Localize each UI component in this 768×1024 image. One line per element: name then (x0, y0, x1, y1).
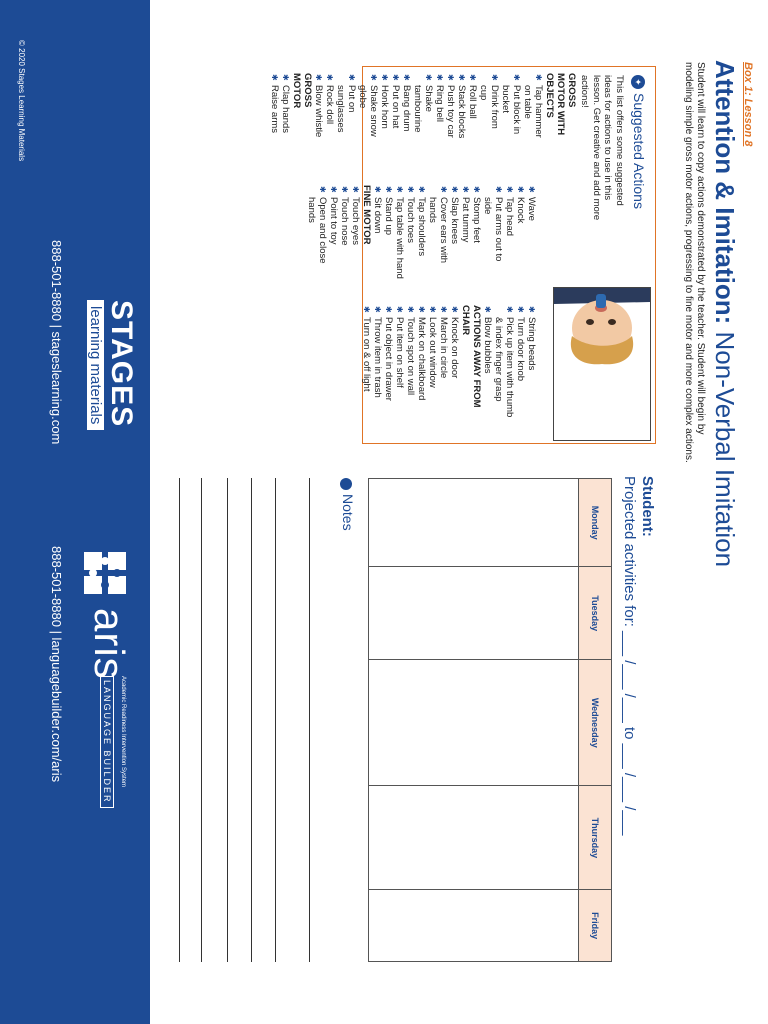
day-header: Friday (579, 890, 612, 962)
action-item: ✱ Touch nose (339, 185, 350, 281)
student-label: Student: (639, 476, 656, 537)
action-item: ✱ Stack blocks (456, 73, 467, 143)
action-item: ✱ Drink from cup (478, 73, 500, 143)
aris-tagline: Academic Readiness Intervention System (120, 676, 126, 788)
action-item: ✱ Tap table with hand (394, 185, 405, 281)
action-item: ✱ Stomp feet (471, 185, 482, 281)
action-item: ✱ Raise arms (269, 73, 280, 143)
action-item: ✱ Pat tummy (460, 185, 471, 281)
notes-icon (340, 478, 352, 490)
action-item: ✱ Turn on & off light (361, 305, 372, 425)
notes-line (251, 478, 252, 962)
day-cell[interactable] (369, 786, 579, 890)
action-item: ✱ Tap hammer on table (522, 73, 544, 143)
intro-text: Student will learn to copy actions demonstrated by the teacher. Student will begin by modeling simple gross motor actions, progressing to fine motor and more complex actions. (683, 62, 706, 463)
action-item: ✱ Roll ball (467, 73, 478, 143)
action-item: ✱ Touch toes (405, 185, 416, 281)
day-cell[interactable] (369, 479, 579, 567)
stages-logo-word: STAGES (105, 300, 138, 428)
day-header: Thursday (579, 786, 612, 890)
action-item: ✱ Pick up item with thumb & index finger grasp (493, 305, 515, 425)
action-item: ✱ Touch eyes (350, 185, 361, 281)
action-item: ✱ Ring bell (434, 73, 445, 143)
action-item: ✱ Knock on door (449, 305, 460, 425)
action-item: ✱ Mark on chalkboard (416, 305, 427, 425)
notes-line (227, 478, 228, 962)
column-heading: GROSS MOTOR WITH OBJECTS (544, 73, 577, 136)
notes-line (179, 478, 180, 962)
column-heading: FINE MOTOR (361, 185, 372, 245)
action-item: ✱ Rock doll (324, 73, 335, 143)
column-heading: GROSS MOTOR (291, 73, 313, 109)
child-photo-image (554, 288, 650, 440)
day-header: Monday (579, 479, 612, 567)
notes-line (275, 478, 276, 962)
action-item: ✱ Slap knees (449, 185, 460, 281)
actions-column-3 (361, 305, 537, 425)
suggested-actions-box (269, 66, 656, 444)
action-item: ✱ Cover ears with hands (427, 185, 449, 281)
action-item: ✱ Shake snow globe (357, 73, 379, 143)
action-item: ✱ Put block in bucket (500, 73, 522, 143)
action-item: ✱ Sit down (372, 185, 383, 281)
day-cell[interactable] (369, 660, 579, 786)
action-item: ✱ Stand up (383, 185, 394, 281)
action-item: ✱ Turn door knob (515, 305, 526, 425)
column-heading: ACTIONS AWAY FROM CHAIR (460, 305, 482, 408)
title-bold: Attention & Imitation: (710, 60, 740, 325)
aris-logo-word: aris (86, 608, 133, 680)
action-item: ✱ March in circle (438, 305, 449, 425)
schedule-table (368, 478, 612, 962)
action-item: ✱ Tap head (504, 185, 515, 281)
action-item: ✱ Tap shoulders (416, 185, 427, 281)
action-item: ✱ Put on hat (390, 73, 401, 143)
action-item: ✱ Put arms out to side (482, 185, 504, 281)
actions-column-2 (306, 185, 537, 281)
action-item: ✱ Put object in drawer (383, 305, 394, 425)
title-rest: Non-Verbal Imitation (710, 324, 740, 568)
action-item: ✱ Point to toy (328, 185, 339, 281)
stages-logo-sub: learning materials (87, 300, 104, 430)
actions-column-1 (269, 73, 577, 143)
stages-logo (86, 300, 136, 450)
day-header: Wednesday (579, 660, 612, 786)
notes-line (309, 478, 310, 962)
action-item: ✱ Open and close hands (306, 185, 328, 281)
action-item: ✱ Put on sunglasses (335, 73, 357, 143)
child-photo (553, 287, 651, 441)
aris-product-name: LANGUAGE BUILDER (100, 676, 114, 808)
action-item: ✱ Wave (526, 185, 537, 281)
action-item: ✱ Shake tambourine (412, 73, 434, 143)
action-item: ✱ Throw item in trash (372, 305, 383, 425)
stages-contact: 888-501-8880 | stageslearning.com (49, 240, 64, 445)
action-item: ✱ Push toy car (445, 73, 456, 143)
aris-logo (72, 546, 132, 806)
notes-label: Notes (340, 494, 356, 531)
suggested-actions-title: Suggested Actions (631, 93, 647, 209)
puzzle-icon (76, 546, 132, 602)
schedule-header-row (579, 479, 612, 962)
action-item: ✱ Bang drum (401, 73, 412, 143)
copyright-text: © 2020 Stages Learning Materials (17, 40, 26, 162)
schedule-body-row (369, 479, 579, 962)
aris-contact: 888-501-8880 | languagebuilder.com/aris (49, 546, 64, 783)
suggested-actions-description: This list offers some suggested ideas for actions to use in this lesson. Get creative and add more actions! (579, 75, 625, 221)
action-item: ✱ Honk horn (379, 73, 390, 143)
action-item: ✱ Clap hands (280, 73, 291, 143)
action-item: ✱ Blow bubbles (482, 305, 493, 425)
day-cell[interactable] (369, 890, 579, 962)
day-header: Tuesday (579, 567, 612, 660)
notes-line (201, 478, 202, 962)
lesson-label: Box 1: Lesson 8 (742, 62, 754, 147)
action-item: ✱ Put item on shelf (394, 305, 405, 425)
projected-activities-label: Projected activities for: ___ /___ /___ to ___ /___ /___ (621, 476, 638, 836)
action-item: ✱ Knock (515, 185, 526, 281)
day-cell[interactable] (369, 567, 579, 660)
action-item: ✱ Look out window (427, 305, 438, 425)
action-item: ✱ Blow whistle (313, 73, 324, 143)
lightbulb-icon: ✦ (631, 75, 645, 89)
action-item: ✱ String beads (526, 305, 537, 425)
page-title (709, 60, 740, 567)
action-item: ✱ Touch spot on wall (405, 305, 416, 425)
